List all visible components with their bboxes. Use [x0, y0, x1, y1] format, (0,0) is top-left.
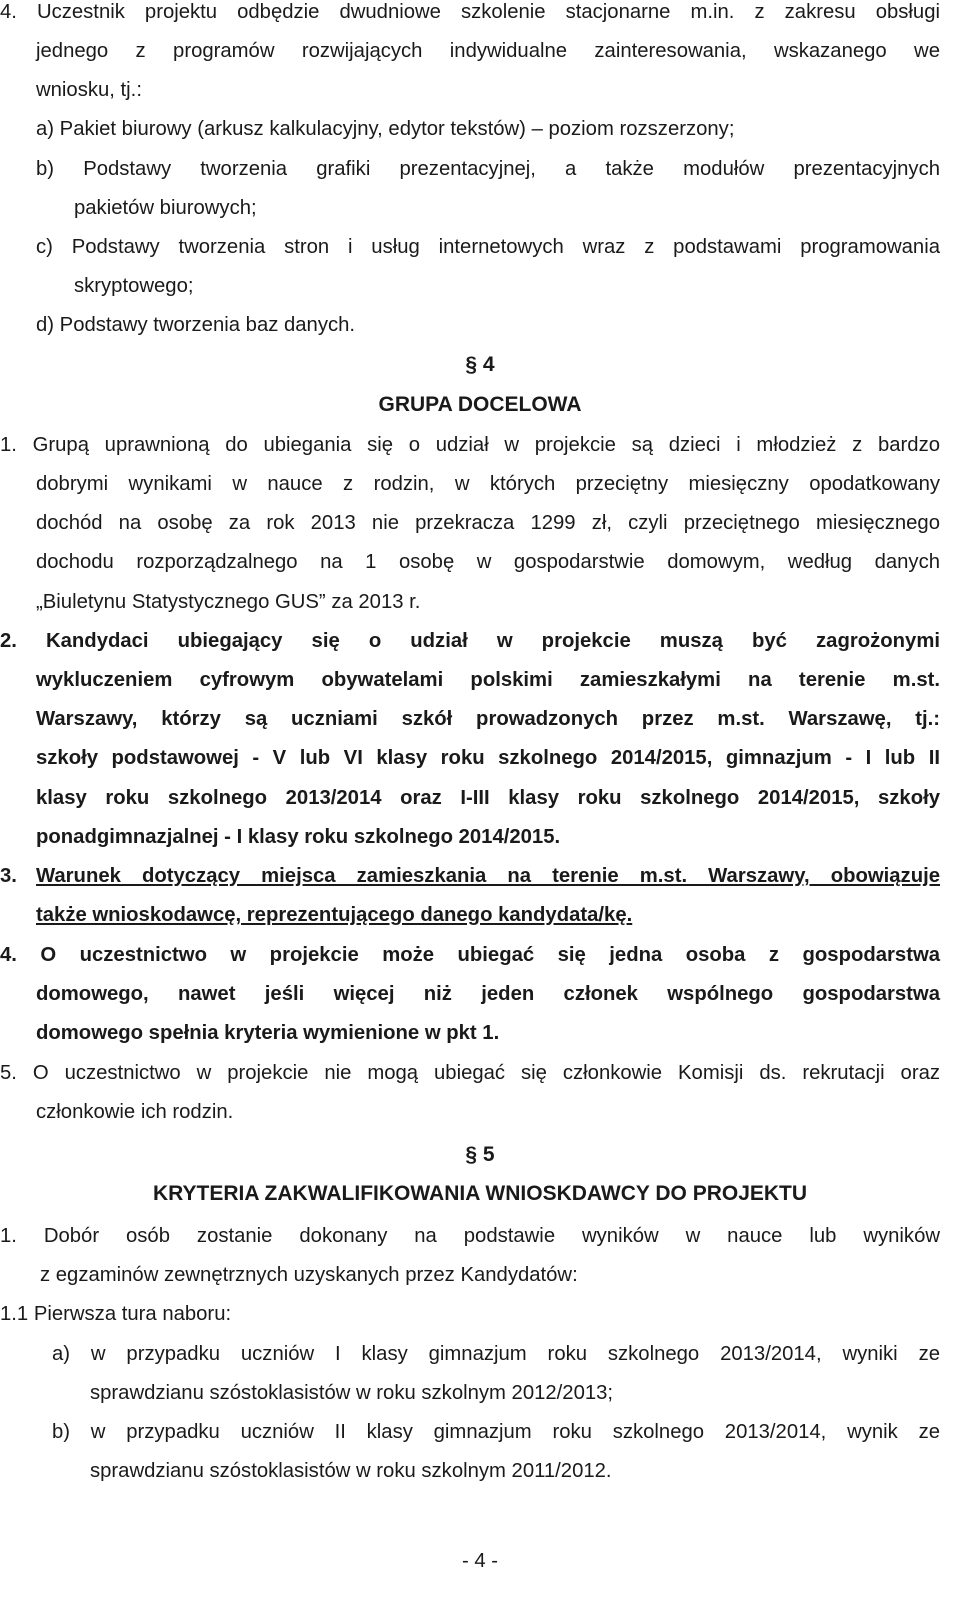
- section-number: 4: [482, 353, 495, 376]
- g2-line-1: 2. Kandydaci ubiegający się o udział w projekcie muszą być zagrożonymi: [0, 630, 940, 652]
- g2-line-5: klasy roku szkolnego 2013/2014 oraz I-III klasy roku szkolnego 2014/2015, szkoły: [36, 787, 940, 809]
- k1-subheading: 1.1 Pierwsza tura naboru:: [0, 1303, 232, 1325]
- g1-line-3: dochód na osobę za rok 2013 nie przekracza 1299 zł, czyli przeciętnego miesięcznego: [36, 512, 940, 534]
- g3-number: 3.: [0, 865, 17, 887]
- k1-item-b-line-1: b) w przypadku uczniów II klasy gimnazjum roku szkolnego 2013/2014, wynik ze: [52, 1421, 940, 1443]
- section-number: 5: [482, 1143, 495, 1166]
- g2-line-3: Warszawy, którzy są uczniami szkół prowadzonych przez m.st. Warszawę, tj.:: [36, 708, 940, 730]
- g1-line-2: dobrymi wynikami w nauce z rodzin, w których przeciętny miesięczny opodatkowany: [36, 473, 940, 495]
- k1-item-b-line-2: sprawdzianu szóstoklasistów w roku szkolnym 2011/2012.: [90, 1460, 612, 1482]
- p4-item-a: a) Pakiet biurowy (arkusz kalkulacyjny, edytor tekstów) ‒ poziom rozszerzony;: [36, 118, 735, 140]
- g1-line-1: 1. Grupą uprawnioną do ubiegania się o udział w projekcie są dzieci i młodzież z bardzo: [0, 434, 940, 456]
- g5-line-2: członkowie ich rodzin.: [36, 1101, 234, 1123]
- section-4-title: GRUPA DOCELOWA: [378, 393, 582, 416]
- p4-line-3: wniosku, tj.:: [36, 79, 142, 101]
- k1-item-a-line-1: a) w przypadku uczniów I klasy gimnazjum roku szkolnego 2013/2014, wyniki ze: [52, 1343, 940, 1365]
- g1-line-5: „Biuletynu Statystycznego GUS” za 2013 r.: [36, 591, 421, 613]
- p4-item-c-line-1: c) Podstawy tworzenia stron i usług internetowych wraz z podstawami programowania: [36, 236, 940, 258]
- p4-line-1: 4. Uczestnik projektu odbędzie dwudniowe szkolenie stacjonarne m.in. z zakresu obsługi: [0, 1, 940, 23]
- section-symbol: §: [465, 1143, 478, 1166]
- p4-item-b-line-1: b) Podstawy tworzenia grafiki prezentacyjnej, a także modułów prezentacyjnych: [36, 158, 940, 180]
- section-symbol: §: [465, 353, 478, 376]
- g3-line-1: Warunek dotyczący miejsca zamieszkania na terenie m.st. Warszawy, obowiązuje: [36, 865, 940, 887]
- k1-line-1: 1. Dobór osób zostanie dokonany na podstawie wyników w nauce lub wyników: [0, 1225, 940, 1247]
- p4-line-2: jednego z programów rozwijających indywidualne zainteresowania, wskazanego we: [36, 40, 940, 62]
- section-5-title: KRYTERIA ZAKWALIFIKOWANIA WNIOSKDAWCY DO PROJEKTU: [152, 1182, 808, 1205]
- g1-line-4: dochodu rozporządzalnego na 1 osobę w gospodarstwie domowym, według danych: [36, 551, 940, 573]
- k1-item-a-line-2: sprawdzianu szóstoklasistów w roku szkolnym 2012/2013;: [90, 1382, 614, 1404]
- page-number: - 4 -: [461, 1550, 499, 1572]
- p4-item-b-line-2: pakietów biurowych;: [74, 197, 257, 219]
- g4-line-3: domowego spełnia kryteria wymienione w pkt 1.: [36, 1022, 500, 1044]
- section-4-number: [0, 353, 960, 377]
- section-5-number: [0, 1143, 960, 1167]
- p4-item-d: d) Podstawy tworzenia baz danych.: [36, 314, 356, 336]
- g2-line-2: wykluczeniem cyfrowym obywatelami polskimi zamieszkałymi na terenie m.st.: [36, 669, 940, 691]
- g5-line-1: 5. O uczestnictwo w projekcie nie mogą ubiegać się członkowie Komisji ds. rekrutacji oraz: [0, 1062, 940, 1084]
- g4-line-1: 4. O uczestnictwo w projekcie może ubiegać się jedna osoba z gospodarstwa: [0, 944, 940, 966]
- g2-line-4: szkoły podstawowej - V lub VI klasy roku szkolnego 2014/2015, gimnazjum - I lub II: [36, 747, 940, 769]
- k1-line-2: z egzaminów zewnętrznych uzyskanych przez Kandydatów:: [40, 1264, 578, 1286]
- g4-line-2: domowego, nawet jeśli więcej niż jeden członek wspólnego gospodarstwa: [36, 983, 940, 1005]
- p4-item-c-line-2: skryptowego;: [74, 275, 194, 297]
- g3-line-2: także wnioskodawcę, reprezentującego danego kandydata/kę.: [36, 904, 633, 926]
- g2-line-6: ponadgimnazjalnej - I klasy roku szkolnego 2014/2015.: [36, 826, 561, 848]
